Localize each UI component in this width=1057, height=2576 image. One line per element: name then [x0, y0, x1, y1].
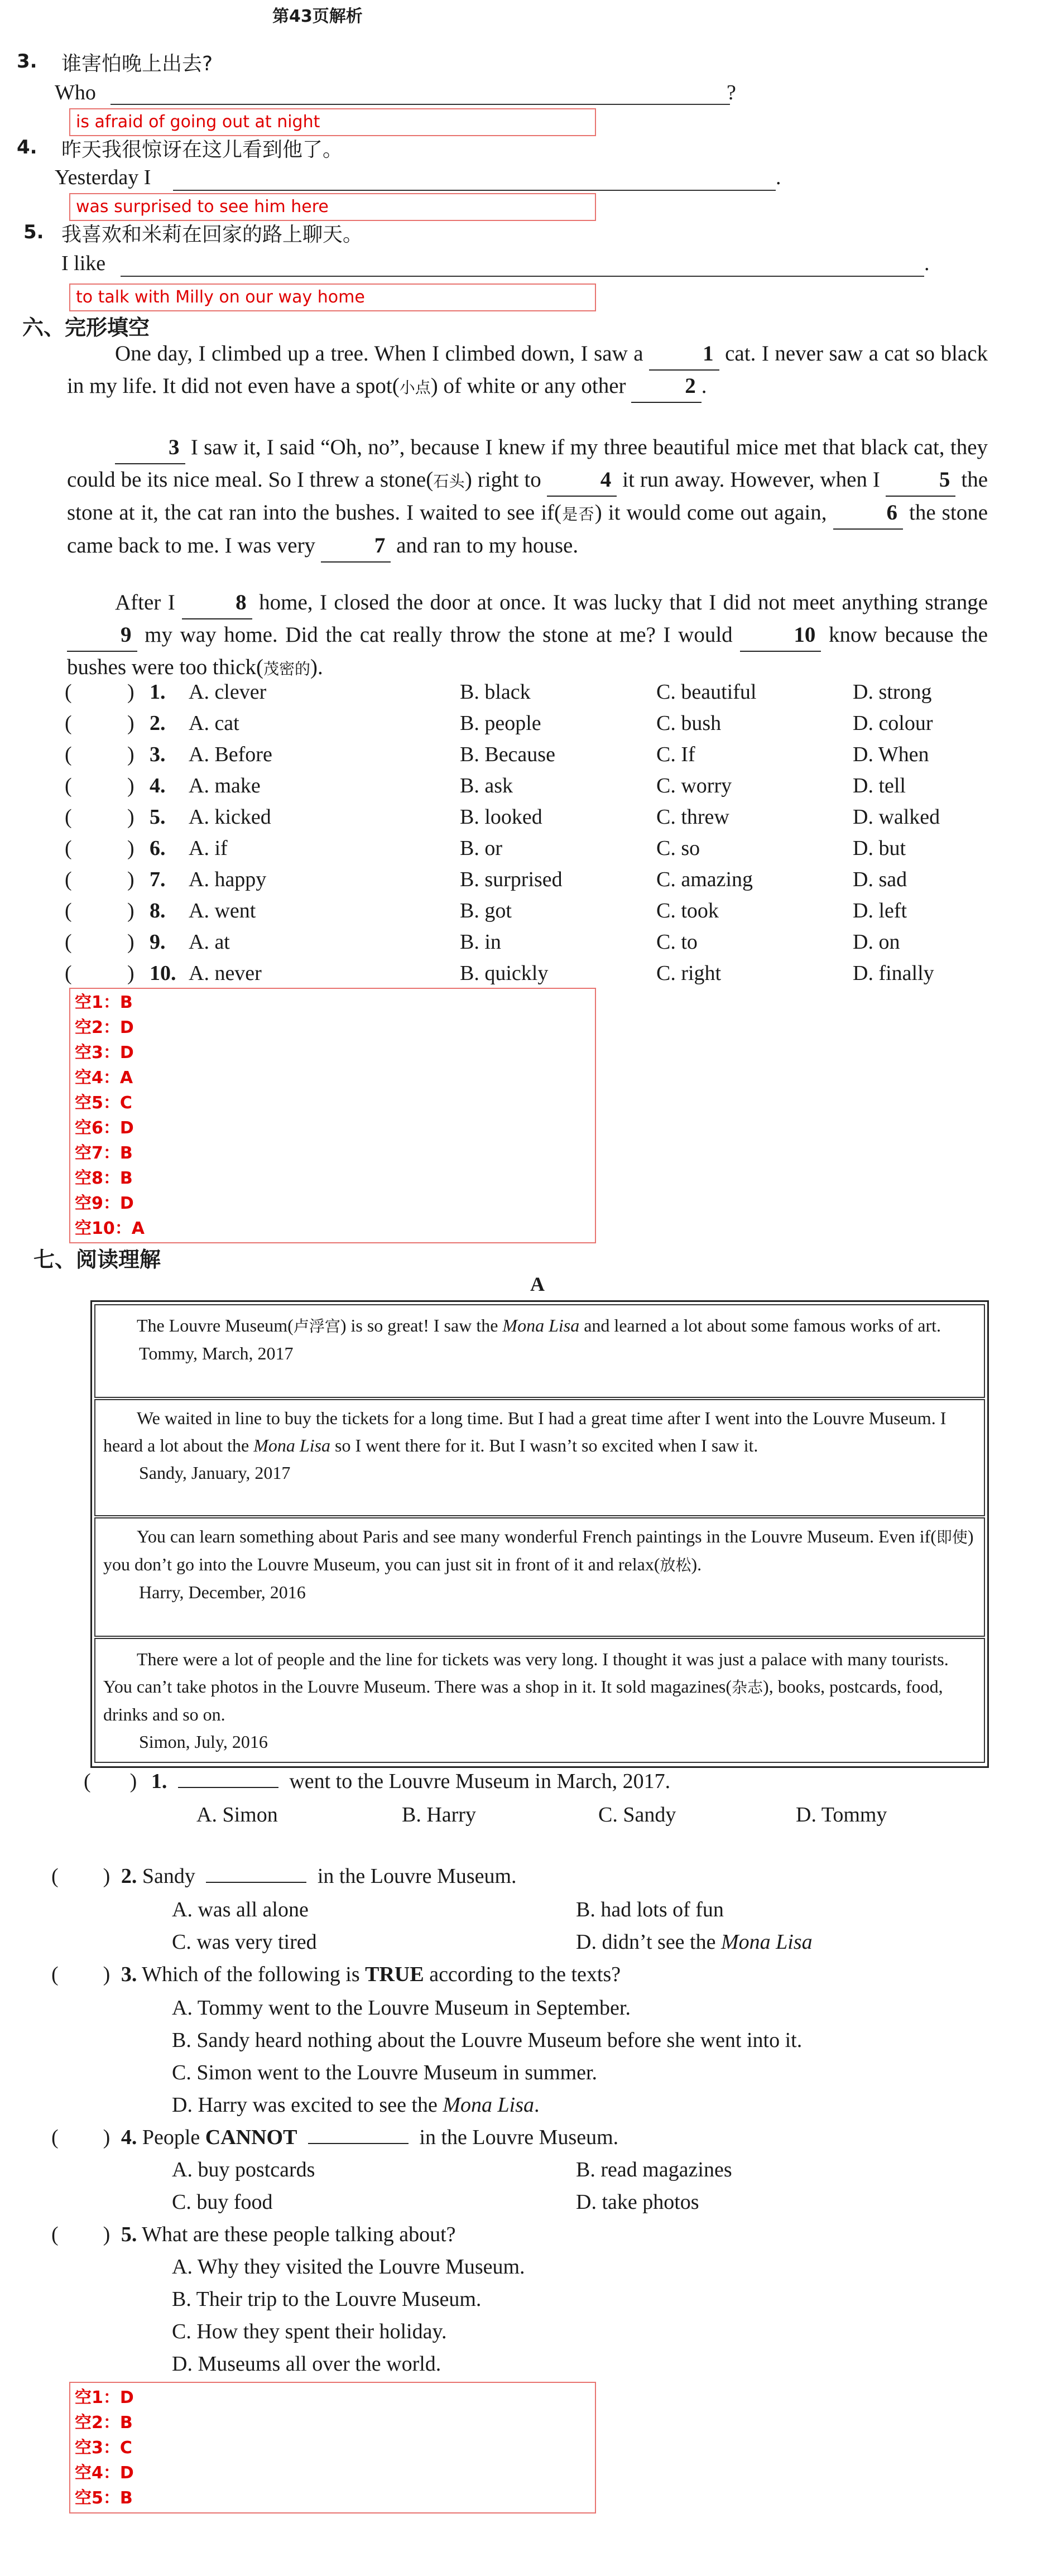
text: ), books, postcards, food, drinks and so on. — [103, 1676, 943, 1724]
text: CANNOT — [205, 2126, 297, 2149]
option: B. Because — [460, 743, 555, 766]
question-number: 9. — [150, 930, 166, 954]
post-author: Simon, July, 2016 — [139, 1732, 268, 1752]
option: B. read magazines — [576, 2158, 732, 2181]
answer-text: to talk with Milly on our way home — [76, 287, 365, 307]
text: D. Harry was excited to see the — [172, 2093, 443, 2117]
cloze-question-row — [0, 773, 1057, 805]
text: cat. I never saw a cat so black in my life. It did not even have a spot( — [67, 342, 988, 398]
question-number: 1. — [150, 680, 166, 704]
option: D. on — [853, 930, 900, 954]
option: D. left — [853, 899, 907, 922]
option: B. Sandy heard nothing about the Louvre Museum before she went into it. — [172, 2029, 803, 2052]
section-title-reading: 七、阅读理解 — [33, 1247, 161, 1272]
text: ) right to — [464, 468, 541, 492]
option: A. Simon — [196, 1803, 278, 1827]
answer-text: was surprised to see him here — [76, 197, 329, 217]
section-title-cloze: 六、完形填空 — [22, 315, 150, 340]
question-stem: What are these people talking about? — [142, 2223, 456, 2246]
item-number: 3. — [17, 50, 37, 73]
question-number: 1. — [151, 1770, 167, 1793]
answer-line — [178, 1787, 278, 1788]
bracket-open: ( — [65, 805, 72, 829]
option: C. amazing — [656, 868, 753, 891]
text: ( — [51, 2223, 59, 2246]
cloze-blank: 5 — [886, 464, 956, 497]
text: ) — [129, 1770, 137, 1793]
question-4 — [51, 2125, 618, 2150]
answer-line — [206, 1882, 306, 1883]
question-number: 3. — [150, 743, 166, 766]
question-stem: Sandy — [142, 1864, 195, 1888]
cloze-question-row — [0, 930, 1057, 961]
option: A. Why they visited the Louvre Museum. — [172, 2255, 525, 2279]
cloze-question-row — [0, 742, 1057, 773]
bracket-close: ) — [127, 712, 134, 735]
answer-item: 空6：D — [75, 1118, 134, 1138]
text: . — [701, 374, 707, 398]
text: and ran to my house. — [396, 534, 579, 558]
bracket-open: ( — [65, 930, 72, 954]
question-stem: Which of the following is — [142, 1963, 366, 1986]
option — [576, 1930, 813, 1954]
option: C. was very tired — [172, 1930, 317, 1954]
answer-box — [69, 283, 596, 311]
cloze-blank: 10 — [740, 619, 821, 652]
option: C. to — [656, 930, 698, 954]
option: A. cat — [189, 712, 239, 735]
text: and learned a lot about some famous works of art. — [579, 1315, 941, 1335]
text: Mona Lisa — [720, 1930, 813, 1954]
cloze-paragraph-3 — [67, 587, 988, 685]
item-chinese: 谁害怕晚上出去? — [61, 52, 213, 75]
item-suffix: ? — [727, 81, 736, 104]
answer-box — [69, 108, 596, 136]
answer-item: 空2：B — [75, 2413, 133, 2433]
text: One day, I climbed up a tree. When I climbed down, I saw a — [115, 342, 643, 366]
option: B. Their trip to the Louvre Museum. — [172, 2287, 482, 2311]
text: ) it would come out again, — [594, 501, 827, 525]
text: ) of white or any other — [430, 374, 626, 398]
cloze-blank: 4 — [547, 464, 617, 497]
text: ) you don’t go into the Louvre Museum, you can just sit in front of it and relax( — [103, 1526, 974, 1574]
text: the stone came back to me. I was very — [67, 501, 988, 558]
option: D. tell — [853, 774, 906, 797]
text: home, I closed the door at once. It was lucky that I did not meet anything strange — [259, 590, 988, 614]
bracket-close: ) — [127, 868, 134, 891]
answer-line — [121, 276, 924, 277]
post-author: Harry, December, 2016 — [139, 1582, 306, 1602]
answer-item: 空10：A — [75, 1219, 145, 1238]
option: C. beautiful — [656, 680, 757, 704]
question-number: 6. — [150, 837, 166, 860]
text: it run away. However, when I — [622, 468, 880, 492]
option: B. quickly — [460, 962, 549, 985]
bracket-close: ) — [127, 805, 134, 829]
posts-table — [90, 1300, 989, 1768]
option: B. people — [460, 712, 541, 735]
answer-line — [308, 2143, 409, 2144]
item-prefix: Yesterday I — [55, 166, 151, 189]
answer-item: 空8：B — [75, 1169, 133, 1188]
option: B. black — [460, 680, 531, 704]
answer-line — [110, 104, 730, 105]
answer-box — [69, 193, 596, 221]
item-chinese: 昨天我很惊讶在这儿看到他了。 — [61, 138, 343, 161]
text: There were a lot of people and the line for tickets was very long. I thought it was just a palace with many tourists. You can’t take photos in the Louvre Museum. There was a shop in it. It sold magazines( — [103, 1649, 949, 1696]
bracket-open: ( — [65, 743, 72, 766]
question-stem: went to the Louvre Museum in March, 2017. — [289, 1770, 671, 1793]
question-number: 3. — [121, 1963, 137, 1986]
cloze-question-row — [0, 805, 1057, 836]
text: TRUE — [365, 1963, 424, 1986]
item-suffix: . — [776, 166, 781, 189]
option: A. make — [189, 774, 261, 797]
text: I saw it, I said “Oh, no”, because I knew if my three beautiful mice met that black cat, they could be its nice meal. So I threw a stone( — [67, 435, 988, 492]
option: C. Sandy — [598, 1803, 676, 1827]
item-prefix: I like — [61, 252, 106, 275]
option: A. kicked — [189, 805, 271, 829]
bracket-open: ( — [65, 712, 72, 735]
text: ( — [51, 2126, 59, 2149]
option: A. at — [189, 930, 230, 954]
option: B. ask — [460, 774, 513, 797]
text: D. didn’t see the — [576, 1930, 721, 1954]
text: my way home. Did the cat really throw the stone at me? I would — [145, 623, 733, 647]
option: D. sad — [853, 868, 907, 891]
option: C. How they spent their holiday. — [172, 2320, 447, 2343]
option: D. strong — [853, 680, 932, 704]
text: . — [534, 2093, 540, 2117]
cloze-blank: 9 — [67, 619, 137, 652]
option: B. looked — [460, 805, 542, 829]
question-number: 7. — [150, 868, 166, 891]
question-stem: People — [142, 2126, 205, 2149]
text: 卢浮宫 — [293, 1317, 340, 1335]
answer-text: is afraid of going out at night — [76, 112, 320, 132]
question-3 — [51, 1962, 621, 1987]
bracket-close: ) — [127, 962, 134, 985]
option: D. colour — [853, 712, 933, 735]
option: C. buy food — [172, 2190, 273, 2214]
post-author: Sandy, January, 2017 — [139, 1463, 291, 1483]
option: D. When — [853, 743, 929, 766]
cloze-blank: 1 — [649, 338, 719, 371]
answer-item: 空7：B — [75, 1143, 133, 1163]
text: ( — [51, 1864, 59, 1888]
question-2 — [51, 1864, 517, 1888]
text: Mona Lisa — [443, 2093, 535, 2117]
option: A. went — [189, 899, 256, 922]
answer-item: 空5：B — [75, 2488, 133, 2508]
option: A. buy postcards — [172, 2158, 315, 2181]
option: C. so — [656, 837, 700, 860]
item-suffix: . — [924, 252, 930, 275]
option: D. but — [853, 837, 906, 860]
question-number: 4. — [121, 2126, 137, 2149]
answer-item: 空9：D — [75, 1194, 134, 1213]
answer-item: 空4：A — [75, 1068, 133, 1088]
bracket-close: ) — [127, 774, 134, 797]
text: 是否 — [561, 505, 595, 523]
option: C. If — [656, 743, 695, 766]
bracket-open: ( — [65, 868, 72, 891]
option: B. got — [460, 899, 512, 922]
text: ) — [103, 2223, 110, 2246]
page-title: 第43页解析 — [272, 7, 363, 26]
option: A. Tommy went to the Louvre Museum in September. — [172, 1996, 631, 2020]
question-number: 8. — [150, 899, 166, 922]
bracket-open: ( — [65, 774, 72, 797]
answer-item: 空1：D — [75, 2388, 134, 2407]
option — [172, 2093, 540, 2117]
post-cell — [94, 1638, 985, 1763]
answer-line — [173, 190, 776, 191]
text: Mona Lisa — [253, 1435, 331, 1455]
text: 放松 — [660, 1556, 691, 1574]
cloze-question-row — [0, 680, 1057, 711]
question-number: 4. — [150, 774, 166, 797]
question-number: 10. — [150, 962, 176, 985]
cloze-paragraph-1 — [67, 338, 988, 403]
cloze-blank: 3 — [115, 432, 185, 464]
question-stem: in the Louvre Museum. — [419, 2126, 619, 2149]
option: D. walked — [853, 805, 940, 829]
item-chinese: 我喜欢和米莉在回家的路上聊天。 — [61, 223, 363, 246]
text: We waited in line to buy the tickets for a long time. But I had a great time after I went into the Louvre Museum. I heard a lot about the — [103, 1408, 947, 1455]
bracket-open: ( — [65, 962, 72, 985]
question-stem: according to the texts? — [424, 1963, 621, 1986]
text: Mona Lisa — [502, 1315, 580, 1335]
bracket-close: ) — [127, 930, 134, 954]
text: ( — [51, 1963, 59, 1986]
text: ) — [103, 2126, 110, 2149]
option: A. happy — [189, 868, 267, 891]
post-cell — [94, 1399, 985, 1516]
question-stem: in the Louvre Museum. — [317, 1864, 517, 1888]
text: You can learn something about Paris and see many wonderful French paintings in the Louvre Museum. Even if( — [137, 1526, 936, 1546]
option: D. Tommy — [796, 1803, 887, 1827]
post-cell — [94, 1304, 985, 1398]
question-1 — [84, 1769, 670, 1794]
question-number: 2. — [150, 712, 166, 735]
item-prefix: Who — [55, 81, 96, 104]
cloze-question-row — [0, 867, 1057, 898]
passage-label: A — [530, 1273, 545, 1295]
option: A. Before — [189, 743, 272, 766]
option: A. was all alone — [172, 1898, 309, 1921]
text: 杂志 — [732, 1678, 763, 1696]
text: ( — [84, 1770, 91, 1793]
text: ) is so great! I saw the — [340, 1315, 503, 1335]
option: B. in — [460, 930, 501, 954]
text: 即使 — [936, 1528, 968, 1546]
question-number: 2. — [121, 1864, 137, 1888]
reading-answer-box — [69, 2382, 596, 2513]
option: B. surprised — [460, 868, 563, 891]
cloze-answer-box — [69, 988, 596, 1243]
option: B. Harry — [402, 1803, 476, 1827]
bracket-close: ) — [127, 837, 134, 860]
option: A. never — [189, 962, 262, 985]
text: ). — [310, 655, 323, 679]
option: D. take photos — [576, 2190, 699, 2214]
bracket-close: ) — [127, 899, 134, 922]
post-cell — [94, 1517, 985, 1637]
cloze-paragraph-2 — [67, 432, 988, 563]
answer-item: 空3：C — [75, 2438, 132, 2458]
text: After I — [115, 590, 175, 614]
text: know because the bushes were too thick( — [67, 623, 988, 679]
option: D. Museums all over the world. — [172, 2352, 441, 2376]
cloze-blank: 8 — [182, 587, 252, 619]
cloze-question-row — [0, 711, 1057, 742]
cloze-blank: 7 — [321, 530, 391, 563]
cloze-blank: 6 — [833, 497, 904, 530]
question-number: 5. — [150, 805, 166, 829]
option: C. took — [656, 899, 719, 922]
text: The Louvre Museum( — [137, 1315, 294, 1335]
text: the stone at it, the cat ran into the bushes. I waited to see if( — [67, 468, 988, 525]
text: 石头 — [433, 472, 465, 491]
answer-item: 空4：D — [75, 2463, 134, 2483]
text: ) — [103, 1864, 110, 1888]
option: C. right — [656, 962, 722, 985]
text: ) — [103, 1963, 110, 1986]
item-number: 4. — [17, 136, 37, 158]
bracket-close: ) — [127, 680, 134, 704]
text: 小点 — [399, 378, 431, 397]
cloze-question-row — [0, 898, 1057, 930]
bracket-open: ( — [65, 837, 72, 860]
option: C. worry — [656, 774, 732, 797]
option: B. or — [460, 837, 502, 860]
option: C. bush — [656, 712, 722, 735]
option: C. threw — [656, 805, 729, 829]
option: C. Simon went to the Louvre Museum in summer. — [172, 2061, 598, 2084]
option: A. clever — [189, 680, 267, 704]
answer-item: 空5：C — [75, 1093, 132, 1113]
answer-item: 空2：D — [75, 1018, 134, 1037]
option: B. had lots of fun — [576, 1898, 724, 1921]
cloze-question-row — [0, 836, 1057, 867]
option: A. if — [189, 837, 228, 860]
bracket-open: ( — [65, 899, 72, 922]
option: D. finally — [853, 962, 934, 985]
question-5 — [51, 2222, 456, 2247]
cloze-blank: 2 — [631, 371, 702, 403]
text: so I went there for it. But I wasn’t so excited when I saw it. — [330, 1435, 758, 1455]
item-number: 5. — [23, 221, 44, 243]
text: ). — [691, 1554, 702, 1574]
post-author: Tommy, March, 2017 — [139, 1343, 294, 1363]
answer-item: 空3：D — [75, 1043, 134, 1063]
bracket-close: ) — [127, 743, 134, 766]
text: 茂密的 — [263, 660, 311, 678]
answer-item: 空1：B — [75, 993, 133, 1012]
question-number: 5. — [121, 2223, 137, 2246]
bracket-open: ( — [65, 680, 72, 704]
